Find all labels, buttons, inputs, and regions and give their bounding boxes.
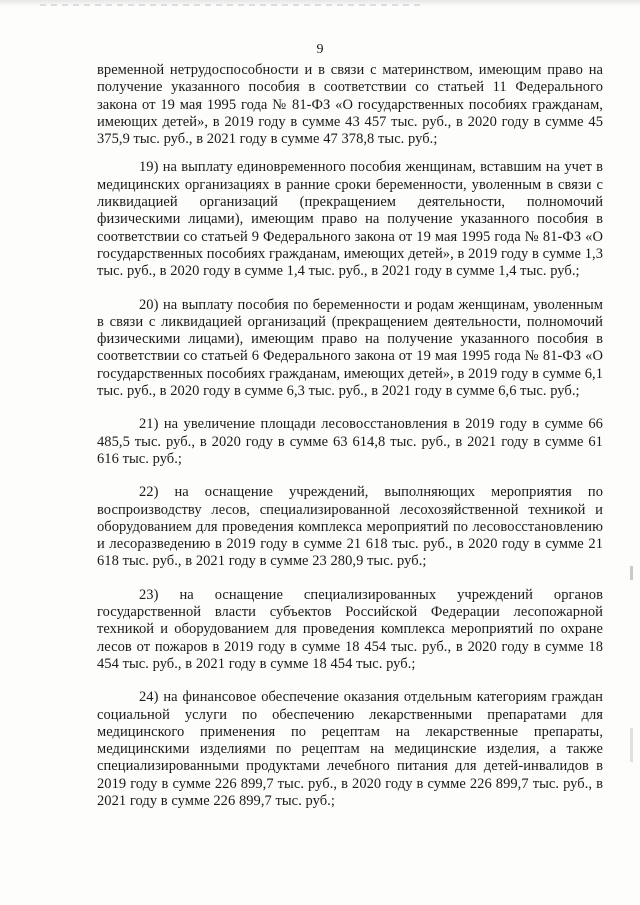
page-number: 9 xyxy=(316,42,324,57)
paragraph-item-20: 20) на выплату пособия по беременности и родам женщинам, уволенным в связи с ликвидацией организаций (прекращением деятельности, полномочий физическими лицами), имеющим право на получение указанного пособия в соответствии со статьей 6 Федерального закона от 19 мая 1995 года № 81-ФЗ «О государственных пособиях гражданам, имеющих детей», в 2019 году в сумме 6,1 тыс. руб., в 2020 году в сумме 6,3 тыс. руб., в 2021 году в сумме 6,6 тыс. руб.; xyxy=(97,296,603,400)
document-body xyxy=(97,62,603,821)
paragraph-item-22: 22) на оснащение учреждений, выполняющих мероприятия по воспроизводству лесов, специализированной лесохозяйственной техникой и оборудованием для проведения комплекса мероприятий по лесовосстановлению и лесоразведению в 2019 году в сумме 21 618 тыс. руб., в 2020 году в сумме 21 618 тыс. руб., в 2021 году в сумме 23 280,9 тыс. руб.; xyxy=(97,484,603,570)
scan-header-noise xyxy=(40,4,420,6)
paragraph-continuation: временной нетрудоспособности и в связи с материнством, имеющим право на получение указанного пособия в соответствии со статьей 11 Федерального закона от 19 мая 1995 года № 81-ФЗ «О государственных пособиях гражданам, имеющих детей», в 2019 году в сумме 43 457 тыс. руб., в 2020 году в сумме 45 375,9 тыс. руб., в 2021 году в сумме 47 378,8 тыс. руб.; xyxy=(97,62,603,148)
scan-margin-mark xyxy=(630,728,633,762)
paragraph-item-21: 21) на увеличение площади лесовосстановления в 2019 году в сумме 66 485,5 тыс. руб., в 2020 году в сумме 63 614,8 тыс. руб., в 2021 году в сумме 61 616 тыс. руб.; xyxy=(97,416,603,467)
paragraph-item-23: 23) на оснащение специализированных учреждений органов государственной власти субъектов Российской Федерации лесопожарной техникой и оборудованием для проведения комплекса мероприятий по охране лесов от пожаров в 2019 году в сумме 18 454 тыс. руб., в 2020 году в сумме 18 454 тыс. руб., в 2021 году в сумме 18 454 тыс. руб.; xyxy=(97,586,603,672)
scan-margin-mark xyxy=(630,566,633,580)
paragraph-item-24: 24) на финансовое обеспечение оказания отдельным категориям граждан социальной услуги по обеспечению лекарственными препаратами для медицинского применения по рецептам на лекарственные препараты, медицинскими изделиями по рецептам на медицинские изделия, а также специализированными продуктами лечебного питания для детей-инвалидов в 2019 году в сумме 226 899,7 тыс. руб., в 2020 году в сумме 226 899,7 тыс. руб., в 2021 году в сумме 226 899,7 тыс. руб.; xyxy=(97,689,603,809)
paragraph-item-19: 19) на выплату единовременного пособия женщинам, вставшим на учет в медицинских организациях в ранние сроки беременности, уволенным в связи с ликвидацией организаций (прекращением деятельности, полномочий физическими лицами), имеющим право на получение указанного пособия в соответствии со статьей 9 Федерального закона от 19 мая 1995 года № 81-ФЗ «О государственных пособиях гражданам, имеющих детей», в 2019 году в сумме 1,3 тыс. руб., в 2020 году в сумме 1,4 тыс. руб., в 2021 году в сумме 1,4 тыс. руб.; xyxy=(97,159,603,280)
